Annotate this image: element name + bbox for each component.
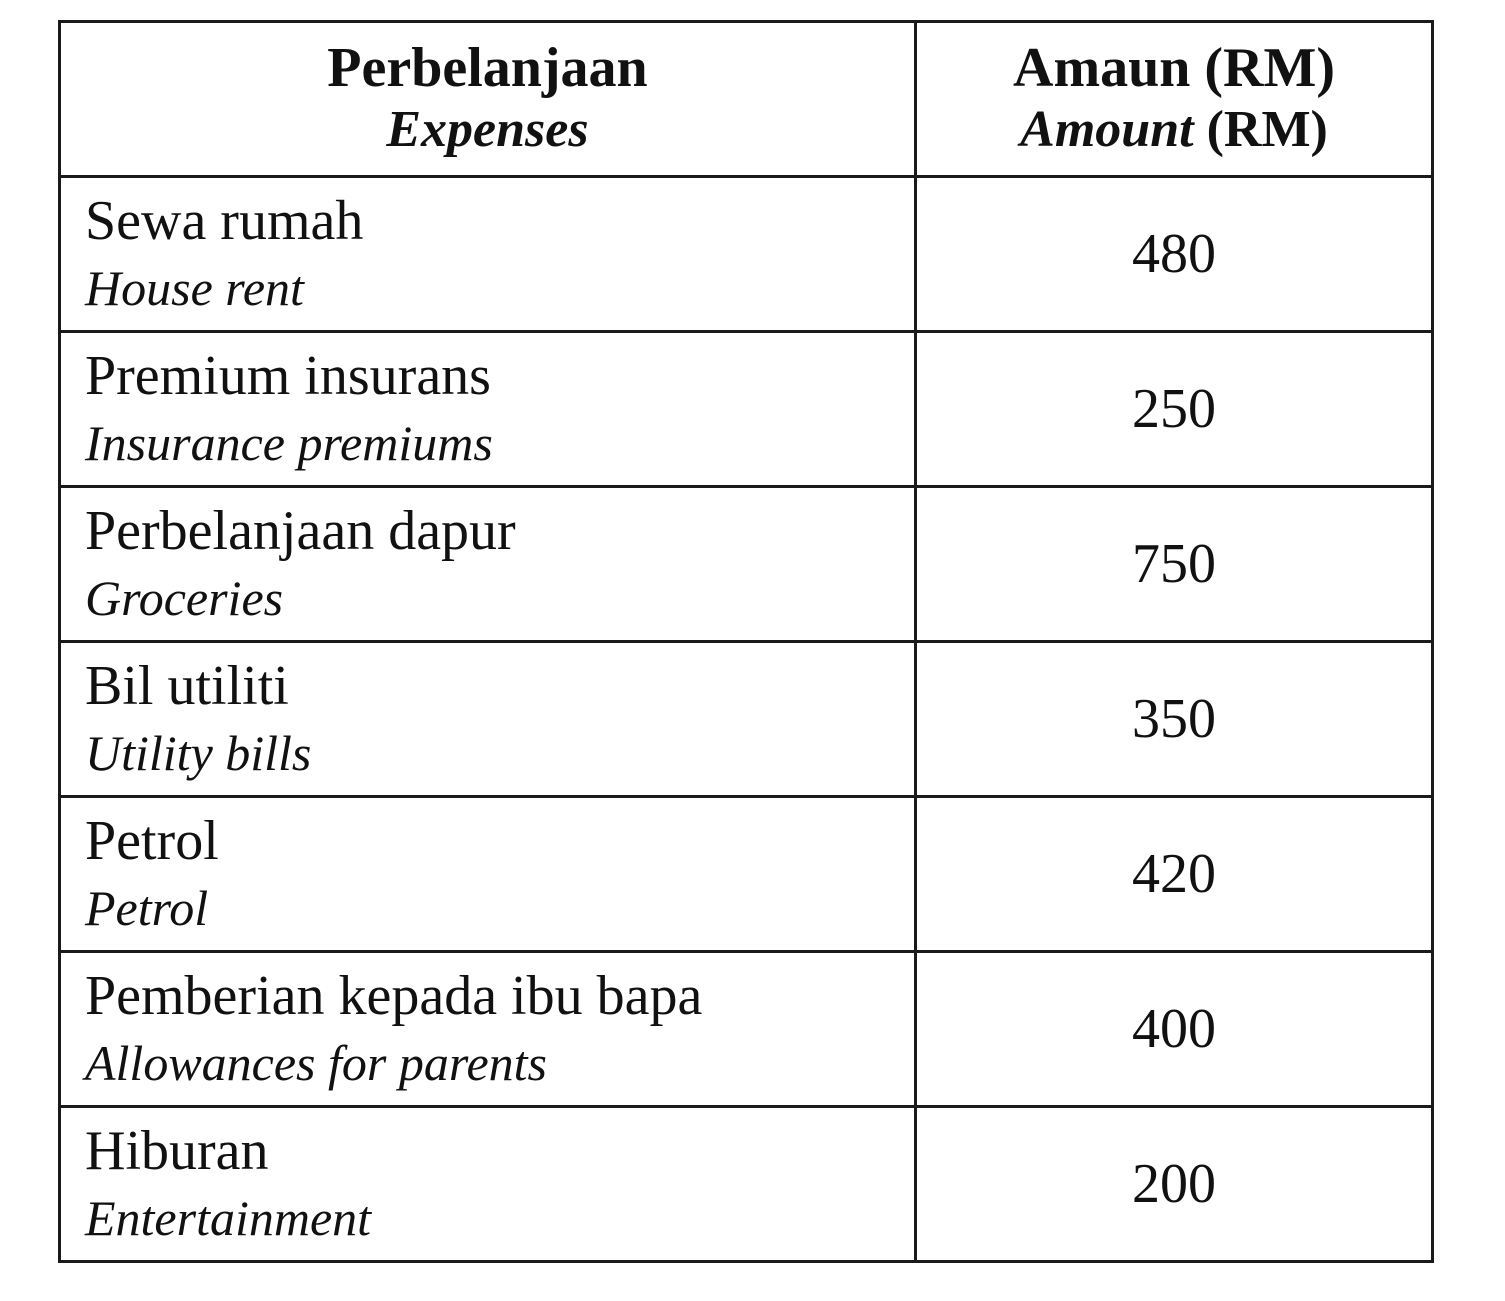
expenses-table [58,20,1434,1263]
table-row [60,642,1433,797]
amount-cell: 250 [916,332,1433,487]
table-row [60,797,1433,952]
table-row [60,177,1433,332]
expense-cell [60,332,916,487]
amount-cell: 750 [916,487,1433,642]
amount-header-english-word: Amount [1020,101,1194,158]
expense-header-malay: Perbelanjaan [327,37,648,99]
amount-column-header [916,22,1433,177]
amount-cell: 480 [916,177,1433,332]
expense-name-english: Entertainment [85,1190,372,1246]
expense-name-english: Petrol [85,880,209,936]
amount-cell: 200 [916,1107,1433,1262]
expense-name-malay: Pemberian kepada ibu bapa [85,965,703,1027]
amount-cell: 400 [916,952,1433,1107]
expense-name-malay: Hiburan [85,1120,269,1182]
expense-name-malay: Premium insurans [85,345,491,407]
table-row [60,1107,1433,1262]
expense-name-malay: Sewa rumah [85,190,364,252]
expense-name-english: Groceries [85,570,284,626]
expense-cell [60,177,916,332]
table-header-row [60,22,1433,177]
expense-cell [60,487,916,642]
expense-name-english: Allowances for parents [85,1035,548,1091]
table-row [60,332,1433,487]
expense-name-malay: Perbelanjaan dapur [85,500,516,562]
expense-column-header [60,22,916,177]
amount-cell: 420 [916,797,1433,952]
amount-cell: 350 [916,642,1433,797]
amount-header-english [917,99,1431,161]
expense-cell [60,642,916,797]
expense-cell [60,797,916,952]
expense-cell [60,952,916,1107]
expense-cell [60,1107,916,1262]
table-row [60,487,1433,642]
amount-header-malay: Amaun (RM) [1013,37,1335,99]
table-row [60,952,1433,1107]
expense-name-english: Utility bills [85,725,312,781]
amount-header-english-unit: (RM) [1193,101,1328,158]
expense-name-malay: Bil utiliti [85,655,289,717]
expense-header-english: Expenses [386,101,589,158]
expenses-table-container [58,20,1431,1263]
expense-name-english: House rent [85,260,304,316]
expense-name-english: Insurance premiums [85,415,493,471]
expense-name-malay: Petrol [85,810,219,872]
